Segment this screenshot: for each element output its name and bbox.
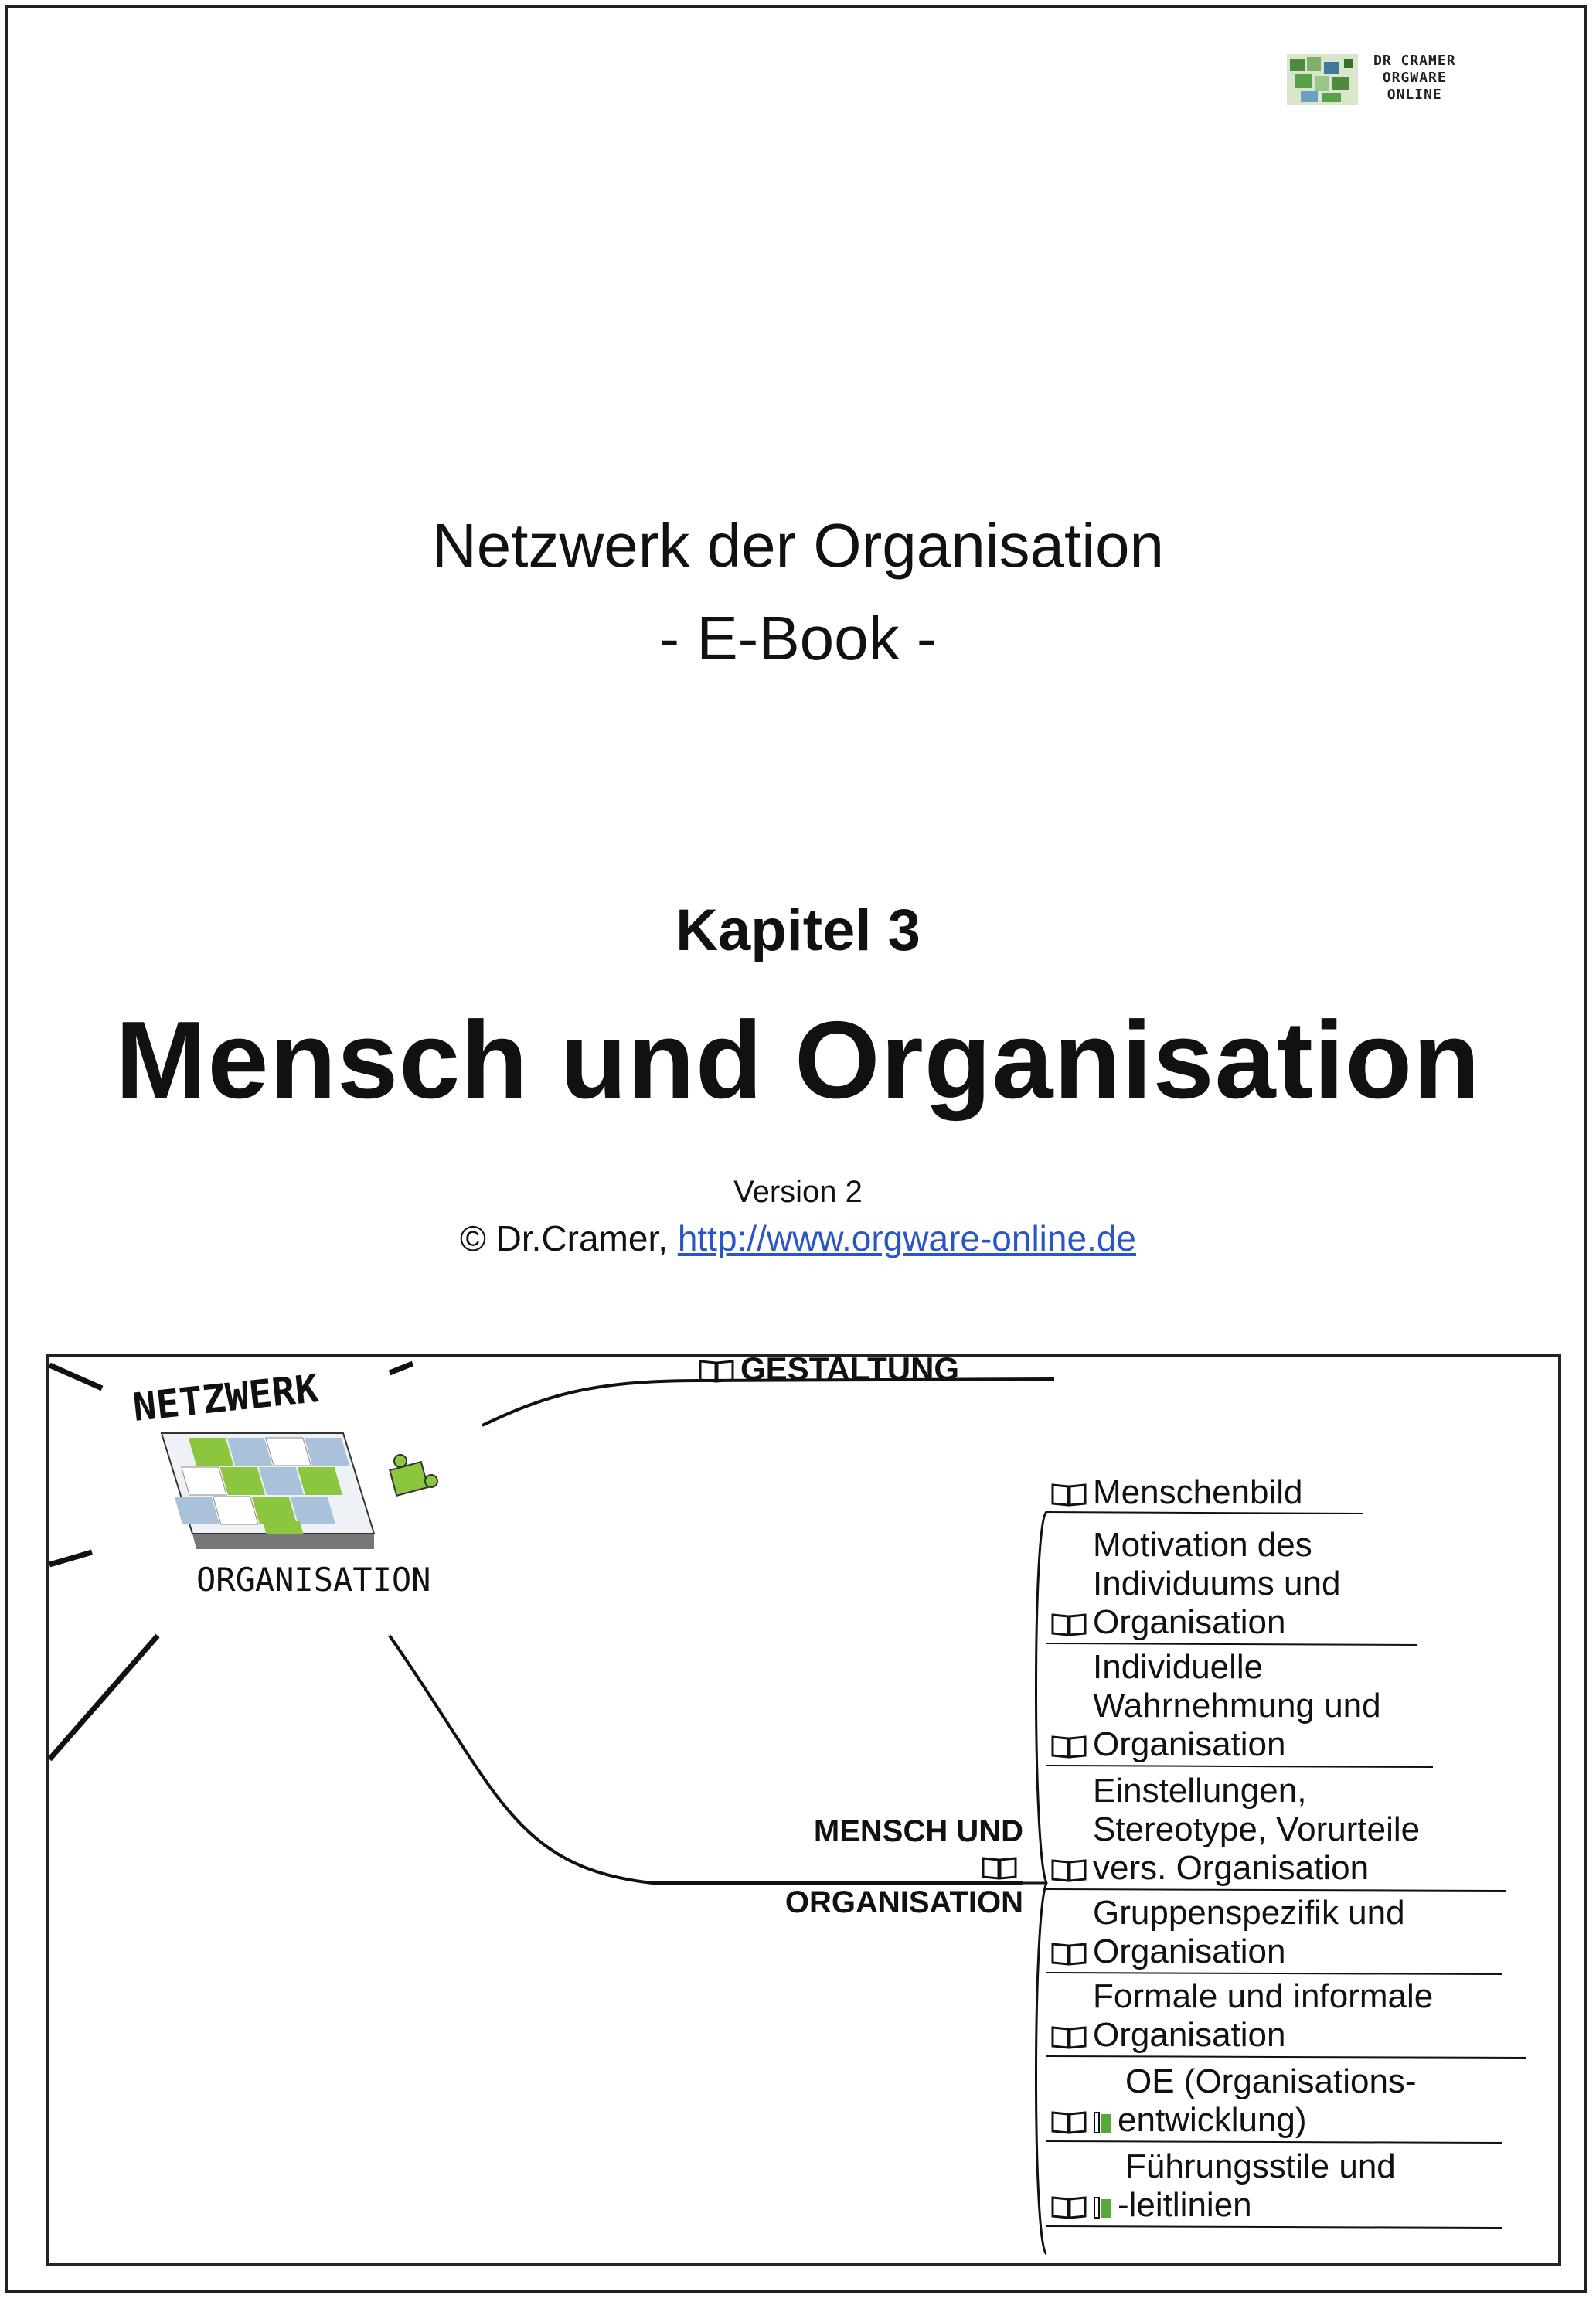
- website-link[interactable]: http://www.orgware-online.de: [677, 1218, 1137, 1258]
- child-node-label: Motivation des: [1093, 1526, 1312, 1564]
- book-icon: [1051, 2019, 1087, 2044]
- child-node-fuehrungsstile[interactable]: [1051, 2147, 1396, 2225]
- branch-gestaltung[interactable]: [699, 1354, 959, 1388]
- child-node-label: Organisation: [1093, 1725, 1286, 1763]
- child-node-label: Führungsstile und: [1125, 2147, 1396, 2185]
- book-icon: [1051, 2189, 1087, 2214]
- child-node-motivation[interactable]: [1051, 1526, 1340, 1642]
- child-node-oe[interactable]: [1051, 2062, 1417, 2140]
- version-label: Version 2: [733, 1175, 863, 1209]
- child-node-label: -leitlinien: [1118, 2186, 1252, 2224]
- center-node-line-2: ORGANISATION: [784, 1885, 1023, 1919]
- mindmap-figure: [46, 1354, 1561, 2266]
- child-node-label: Gruppenspezifik und: [1093, 1894, 1405, 1932]
- puzzle-logo-icon: [1287, 54, 1358, 105]
- book-series-title: Netzwerk der Organisation: [431, 511, 1165, 580]
- book-icon: [1051, 1852, 1087, 1877]
- copyright-line: [0, 1217, 1596, 1259]
- child-node-label: Einstellungen,: [1093, 1772, 1307, 1810]
- center-node-mensch-und-organisation[interactable]: [745, 1813, 1023, 1920]
- book-icon: [1051, 1936, 1087, 1960]
- book-icon: [1051, 2104, 1087, 2129]
- child-node-label: vers. Organisation: [1093, 1849, 1370, 1887]
- child-node-label: entwicklung): [1118, 2101, 1307, 2139]
- child-node-label: Stereotype, Vorurteile: [1093, 1810, 1421, 1848]
- book-icon: [699, 1354, 734, 1377]
- child-node-label: Organisation: [1093, 1933, 1286, 1970]
- logo-line-1: DR CRAMER: [1373, 53, 1456, 69]
- organisation-logo-word: ORGANISATION: [196, 1561, 431, 1599]
- child-node-label: Individuums und: [1093, 1565, 1341, 1602]
- ebook-label: - E-Book -: [658, 604, 938, 673]
- book-icon: [982, 1852, 1017, 1877]
- chapter-label: Kapitel 3: [675, 897, 921, 963]
- book-icon: [1051, 1728, 1087, 1753]
- netzwerk-logo-word: NETZWERK: [131, 1366, 321, 1430]
- child-node-wahrnehmung[interactable]: [1051, 1648, 1381, 1764]
- copyright-text: © Dr.Cramer,: [459, 1218, 669, 1258]
- child-node-gruppenspezifik[interactable]: [1051, 1894, 1405, 1971]
- logo-text: [1373, 53, 1456, 104]
- child-node-label: Organisation: [1093, 2016, 1286, 2054]
- child-node-label: Wahrnehmung und: [1093, 1687, 1381, 1725]
- puzzle-graphic: [162, 1433, 437, 1549]
- center-node-line-1: MENSCH UND: [813, 1814, 1023, 1848]
- branch-gestaltung-label: GESTALTUNG: [740, 1354, 960, 1387]
- child-node-einstellungen[interactable]: [1051, 1772, 1420, 1888]
- child-node-label: Menschenbild: [1093, 1473, 1303, 1511]
- book-icon: [1051, 1476, 1087, 1501]
- child-node-menschenbild[interactable]: [1051, 1473, 1303, 1512]
- logo-line-2: ORGWARE: [1382, 70, 1447, 86]
- book-icon: [1051, 1606, 1087, 1631]
- child-node-label: Individuelle: [1093, 1648, 1264, 1686]
- green-book-icon: [1093, 2196, 1113, 2219]
- brand-logo: [1287, 53, 1511, 114]
- green-book-icon: [1093, 2111, 1113, 2134]
- chapter-title: Mensch und Organisation: [115, 999, 1481, 1122]
- logo-line-3: ONLINE: [1387, 87, 1442, 103]
- child-node-label: Formale und informale: [1093, 1977, 1434, 2015]
- child-node-formale-informale[interactable]: [1051, 1977, 1433, 2055]
- child-node-label: Organisation: [1093, 1603, 1286, 1641]
- child-node-label: OE (Organisations-: [1125, 2062, 1417, 2100]
